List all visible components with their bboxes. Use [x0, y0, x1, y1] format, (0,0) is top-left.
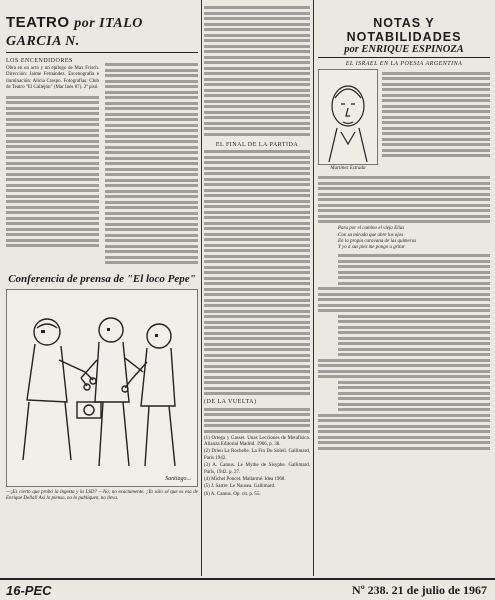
subsection-title: LOS ENCENDIDORES	[6, 58, 73, 64]
poem-excerpt	[318, 226, 490, 251]
cartoon-drawing	[7, 290, 197, 486]
author-portrait	[318, 69, 378, 165]
reference-item: (5) J. Sartre. Le Nausea. Gallimard.	[204, 484, 276, 490]
header-rule	[6, 52, 198, 53]
notes-rule	[318, 57, 490, 58]
notes-body-lines	[318, 176, 490, 223]
poem-line: Con su mirada que abre los ojos	[338, 232, 404, 238]
notes-body-lines-3	[318, 359, 490, 379]
reference-item: (6) A. Camus. Op. cit. p. 55.	[204, 491, 261, 497]
cartoon-footnote: —¡Es cierto que probó la ingesta y la LSD? —No, no exactamente. ¡Yo sólo sé que es esa de Enrique Dellal! Así lo pienso, no lo publiquen, no lleva.	[6, 489, 198, 501]
references-list	[204, 436, 310, 499]
poem-lines-c	[318, 381, 490, 412]
body-text-lines	[6, 96, 99, 248]
notes-column	[318, 0, 490, 452]
notes-intro-lines	[382, 72, 490, 158]
essay-column	[204, 0, 310, 499]
body-text-lines-right	[105, 63, 198, 264]
essay-body-lines	[204, 150, 310, 395]
portrait-caption: Martínez Estrada	[330, 166, 366, 171]
essay-heading: EL FINAL DE LA PARTIDA	[215, 141, 299, 148]
poem-line: Para por el camino el viejo Elías	[338, 226, 405, 232]
notes-title: NOTAS Y NOTABILIDADES	[346, 16, 462, 44]
theatre-header	[6, 14, 198, 50]
footnote-heading: (DE LA VUELTA)	[204, 399, 257, 405]
notes-subheading: EL ISRAEL EN LA POESIA ARGENTINA	[345, 61, 463, 67]
notes-body-lines-2	[318, 287, 490, 312]
reference-item: (2) Drieu La Rochelle. La Fin Du Soleil. Gallimard, Paris 1942.	[204, 449, 310, 461]
column-divider-1	[201, 0, 202, 576]
notes-body-lines-4	[318, 414, 490, 450]
intro-credits: Obra en un acto y un epílogo de Max Frisch. Dirección: Jaime Fernández. Escenografía e iluminación: Alicia Crespo. Fotografías: Club de Teatro "El Callejón" (Mar Inés 87). 2ª pisó.	[6, 66, 99, 91]
poem-lines-a	[318, 254, 490, 285]
reference-item: (3) A. Camus. Le Mythe de Sisyphe. Gallimard. París, 1942. p. 27.	[204, 463, 310, 475]
poem-line: Y yo a sus pies me pongo a gritar	[338, 245, 405, 251]
reference-item: (4) Michel Poncet. Mallarmé. Idea 1968.	[204, 476, 286, 482]
issue-date: Nº 238. 21 de julio de 1967	[352, 583, 487, 597]
page-footer	[0, 578, 495, 600]
portrait-drawing	[319, 70, 377, 164]
notes-author: por ENRIQUE ESPINOZA	[344, 44, 464, 55]
press-conference-cartoon	[6, 289, 198, 487]
section-author: por ITALO GARCIA N.	[6, 16, 143, 49]
essay-intro-lines	[204, 6, 310, 136]
cartoon-signature: Santiago...	[165, 475, 191, 482]
poem-lines-b	[318, 315, 490, 357]
page-number: 16-PEC	[6, 583, 52, 598]
reference-item: (1) Ortega y Gasset. Unas Lecciones de Metafísica. Alianza Editorial Madrid. 1966, p. 38.	[204, 435, 310, 447]
footnote-lines	[204, 408, 310, 433]
section-title: TEATRO	[6, 14, 70, 31]
cartoon-caption: Conferencia de prensa de "El loco Pepe"	[8, 272, 196, 285]
theatre-column	[6, 0, 198, 502]
column-divider-2	[313, 0, 314, 576]
poem-line: En la propia caravana de las quimeras	[338, 238, 417, 244]
